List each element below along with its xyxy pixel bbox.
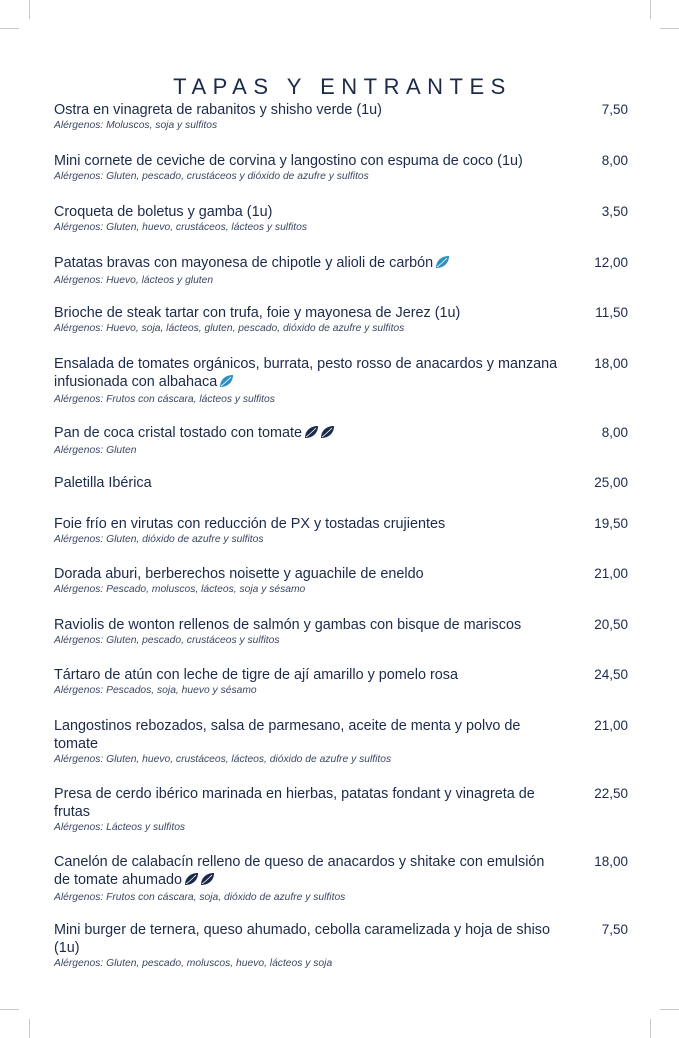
dish-price: 24,50 [594, 667, 628, 682]
page-title: TAPAS Y ENTRANTES [173, 73, 512, 99]
menu-item [54, 253, 628, 288]
dish-allergens: Alérgenos: Pescados, soja, huevo y sésamo [54, 685, 257, 696]
dish-name-text: Mini cornete de ceviche de corvina y langostino con espuma de coco (1u) [54, 153, 523, 169]
menu-item [54, 665, 628, 698]
dish-name-text: Presa de cerdo ibérico marinada en hierbas, patatas fondant y vinagreta de frutas [54, 786, 535, 820]
dish-name [54, 202, 559, 221]
dish-name-text: Tártaro de atún con leche de tigre de ají amarillo y pomelo rosa [54, 667, 458, 683]
dish-name-text: Patatas bravas con mayonesa de chipotle y alioli de carbón [54, 255, 434, 271]
dish-name [54, 303, 559, 322]
diet-icons [304, 425, 336, 444]
dish-price: 11,50 [595, 305, 628, 320]
diet-icons [219, 374, 235, 393]
dish-name [54, 852, 559, 891]
dish-allergens: Alérgenos: Lácteos y sulfitos [54, 822, 186, 833]
dish-allergens: Alérgenos: Gluten, pescado, crustáceos y sulfitos [54, 635, 280, 646]
dish-name [54, 920, 559, 957]
dish-price: 19,50 [594, 516, 628, 531]
dish-price: 22,50 [594, 786, 628, 801]
dish-allergens: Alérgenos: Frutos con cáscara, lácteos y sulfitos [54, 394, 275, 405]
menu-item [54, 784, 628, 835]
crop-mark [0, 28, 19, 29]
menu-item [54, 852, 628, 905]
dish-allergens: Alérgenos: Gluten, dióxido de azufre y sulfitos [54, 534, 264, 545]
crop-mark [29, 1019, 30, 1038]
dish-allergens: Alérgenos: Gluten, pescado, crustáceos y dióxido de azufre y sulfitos [54, 171, 369, 182]
menu-item [54, 202, 628, 235]
dish-price: 25,00 [594, 475, 628, 490]
dish-allergens: Alérgenos: Gluten, huevo, crustáceos, lácteos y sulfitos [54, 222, 307, 233]
dish-name [54, 615, 559, 634]
dish-price: 3,50 [601, 204, 628, 219]
dish-name [54, 354, 559, 393]
crop-mark [0, 1009, 19, 1010]
dish-allergens: Alérgenos: Huevo, lácteos y gluten [54, 275, 214, 286]
dish-allergens: Alérgenos: Gluten, huevo, crustáceos, lácteos, dióxido de azufre y sulfitos [54, 754, 392, 765]
dish-price: 12,00 [594, 255, 628, 270]
dish-allergens: Alérgenos: Pescado, moluscos, lácteos, soja y sésamo [54, 584, 306, 595]
crop-mark [650, 0, 651, 19]
dish-name [54, 423, 559, 444]
menu-item [54, 615, 628, 648]
dish-name [54, 151, 559, 170]
dish-price: 8,00 [601, 153, 628, 168]
dish-price: 7,50 [601, 922, 628, 937]
dish-name [54, 100, 559, 119]
dish-price: 7,50 [601, 102, 628, 117]
dish-name-text: Ostra en vinagreta de rabanitos y shisho verde (1u) [54, 102, 382, 118]
dish-name-text: Paletilla Ibérica [54, 475, 152, 491]
dish-price: 8,00 [601, 425, 628, 440]
dish-name-text: Mini burger de ternera, queso ahumado, cebolla caramelizada y hoja de shiso (1u) [54, 922, 550, 956]
menu-item [54, 920, 628, 971]
dish-price: 21,00 [594, 718, 628, 733]
menu-item [54, 354, 628, 407]
vegetarian-leaf-icon [435, 255, 450, 269]
dish-name-text: Canelón de calabacín relleno de queso de anacardos y shitake con emulsión de tomate ahumado [54, 854, 545, 888]
menu-item [54, 303, 628, 336]
dish-name [54, 665, 559, 684]
menu-item [54, 473, 628, 492]
dish-name-text: Raviolis de wonton rellenos de salmón y gambas con bisque de mariscos [54, 617, 522, 633]
dish-name-text: Ensalada de tomates orgánicos, burrata, pesto rosso de anacardos y manzana infusionada con albahaca [54, 356, 558, 390]
vegan-leaf-icon [320, 425, 335, 439]
vegetarian-leaf-icon [219, 374, 234, 388]
dish-price: 18,00 [594, 356, 628, 371]
dish-price: 21,00 [594, 566, 628, 581]
vegan-leaf-icon [200, 872, 215, 886]
menu-item [54, 100, 628, 133]
diet-icons [184, 872, 216, 891]
dish-price: 18,00 [594, 854, 628, 869]
dish-allergens: Alérgenos: Frutos con cáscara, soja, dióxido de azufre y sulfitos [54, 892, 346, 903]
dish-name-text: Croqueta de boletus y gamba (1u) [54, 204, 273, 220]
dish-allergens: Alérgenos: Gluten [54, 445, 137, 456]
dish-name-text: Dorada aburi, berberechos noisette y aguachile de eneldo [54, 566, 424, 582]
dish-name-text: Foie frío en virutas con reducción de PX y tostadas crujientes [54, 516, 446, 532]
dish-allergens: Alérgenos: Huevo, soja, lácteos, gluten, pescado, dióxido de azufre y sulfitos [54, 323, 405, 334]
dish-name [54, 564, 559, 583]
dish-name [54, 784, 559, 821]
menu-item [54, 423, 628, 458]
menu-item [54, 514, 628, 547]
dish-name [54, 473, 559, 492]
menu-item [54, 716, 628, 767]
dish-name [54, 514, 559, 533]
crop-mark [650, 1019, 651, 1038]
crop-mark [660, 28, 679, 29]
dish-allergens: Alérgenos: Moluscos, soja y sulfitos [54, 120, 218, 131]
dish-name [54, 716, 559, 753]
dish-name [54, 253, 559, 274]
crop-mark [29, 0, 30, 19]
dish-name-text: Brioche de steak tartar con trufa, foie y mayonesa de Jerez (1u) [54, 305, 461, 321]
diet-icons [435, 255, 451, 274]
vegan-leaf-icon [304, 425, 319, 439]
dish-allergens: Alérgenos: Gluten, pescado, moluscos, huevo, lácteos y soja [54, 958, 333, 969]
menu-item [54, 151, 628, 184]
menu-item [54, 564, 628, 597]
crop-mark [660, 1009, 679, 1010]
vegan-leaf-icon [184, 872, 199, 886]
dish-name-text: Pan de coca cristal tostado con tomate [54, 425, 302, 441]
dish-price: 20,50 [594, 617, 628, 632]
dish-name-text: Langostinos rebozados, salsa de parmesano, aceite de menta y polvo de tomate [54, 718, 521, 752]
